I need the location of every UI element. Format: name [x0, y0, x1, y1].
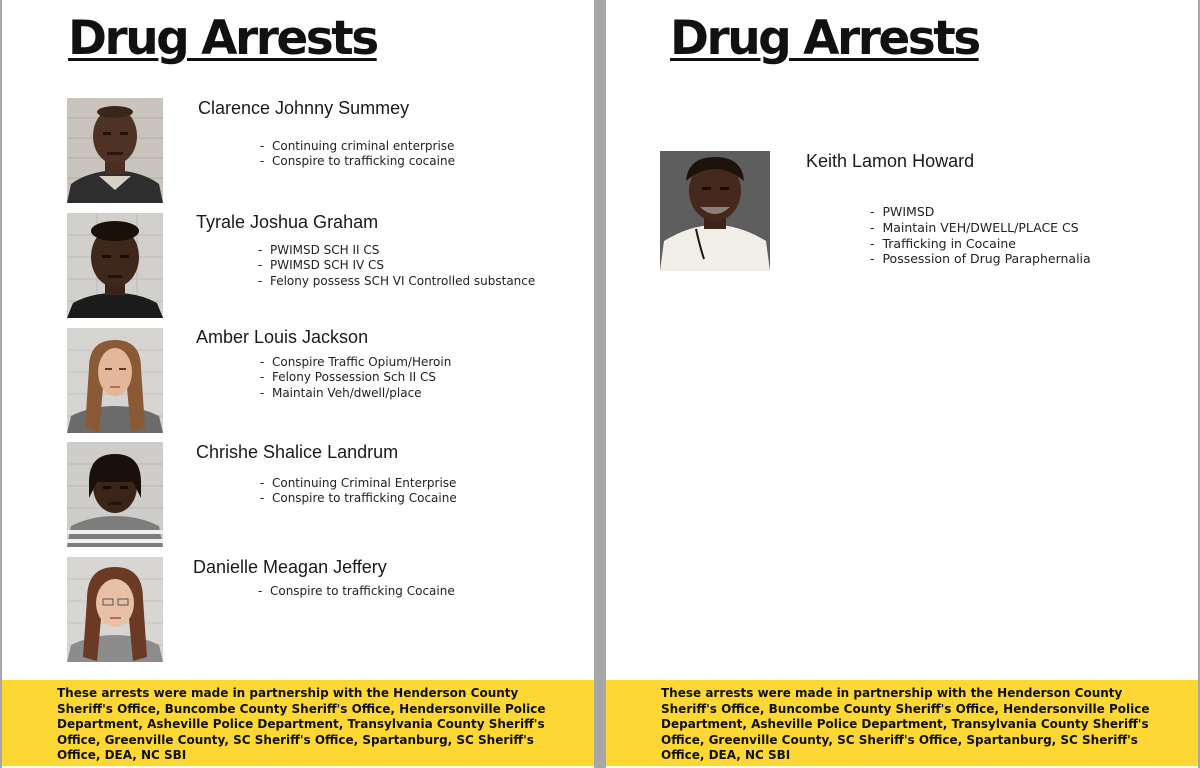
flyer-page-right [606, 0, 1198, 768]
charge-item: - Conspire Traffic Opium/Heroin [260, 355, 451, 370]
partnership-footer [2, 680, 594, 766]
charges-list [260, 355, 451, 401]
partnership-text: These arrests were made in partnership with the Henderson County Sheriff's Office, Buncombe County Sheriff's Office, Hendersonville Police Department, Asheville Police Department, Transylvania County Sheriff's Office, Greenville County, SC Sheriff's Office, Spartanburg, SC Sheriff's Office, DEA, NC SBI [661, 686, 1150, 763]
partnership-text: These arrests were made in partnership with the Henderson County Sheriff's Office, Buncombe County Sheriff's Office, Hendersonville Police Department, Asheville Police Department, Transylvania County Sheriff's Office, Greenville County, SC Sheriff's Office, Spartanburg, SC Sheriff's Office, DEA, NC SBI [57, 686, 546, 763]
charge-item: - Possession of Drug Paraphernalia [870, 251, 1091, 267]
charge-item: - Conspire to trafficking Cocaine [260, 491, 457, 506]
charges-list [258, 584, 455, 599]
charge-item: - Trafficking in Cocaine [870, 236, 1091, 252]
charges-list [870, 204, 1091, 267]
arrestee-name: Chrishe Shalice Landrum [196, 442, 399, 462]
charges-list [258, 243, 535, 289]
charge-item: - PWIMSD SCH IV CS [258, 258, 535, 273]
mugshot-photo [67, 213, 163, 318]
charge-item: - PWIMSD [870, 204, 1091, 220]
charge-item: - Felony Possession Sch II CS [260, 370, 451, 385]
charge-item: - PWIMSD SCH II CS [258, 243, 535, 258]
page-title: Drug Arrests [68, 11, 377, 66]
mugshot-photo [67, 557, 163, 662]
mugshot-photo [67, 98, 163, 203]
charges-list [260, 476, 457, 507]
partnership-footer [606, 680, 1198, 766]
arrestee-name: Amber Louis Jackson [196, 327, 369, 347]
arrestee-name: Tyrale Joshua Graham [196, 212, 379, 232]
arrestee-name: Keith Lamon Howard [806, 151, 975, 171]
charge-item: - Conspire to trafficking cocaine [260, 154, 455, 169]
charge-item: - Conspire to trafficking Cocaine [258, 584, 455, 599]
mugshot-photo [660, 151, 770, 271]
mugshot-photo [67, 328, 163, 433]
charge-item: - Continuing criminal enterprise [260, 139, 455, 154]
charge-item: - Felony possess SCH VI Controlled substance [258, 274, 535, 289]
flyer-page-left [2, 0, 594, 768]
charge-item: - Continuing Criminal Enterprise [260, 476, 457, 491]
charge-item: - Maintain Veh/dwell/place [260, 386, 451, 401]
page-title: Drug Arrests [670, 11, 979, 66]
charge-item: - Maintain VEH/DWELL/PLACE CS [870, 220, 1091, 236]
charges-list [260, 139, 455, 170]
mugshot-photo [67, 442, 163, 547]
arrestee-name: Danielle Meagan Jeffery [193, 557, 387, 577]
arrestee-name: Clarence Johnny Summey [198, 98, 410, 118]
